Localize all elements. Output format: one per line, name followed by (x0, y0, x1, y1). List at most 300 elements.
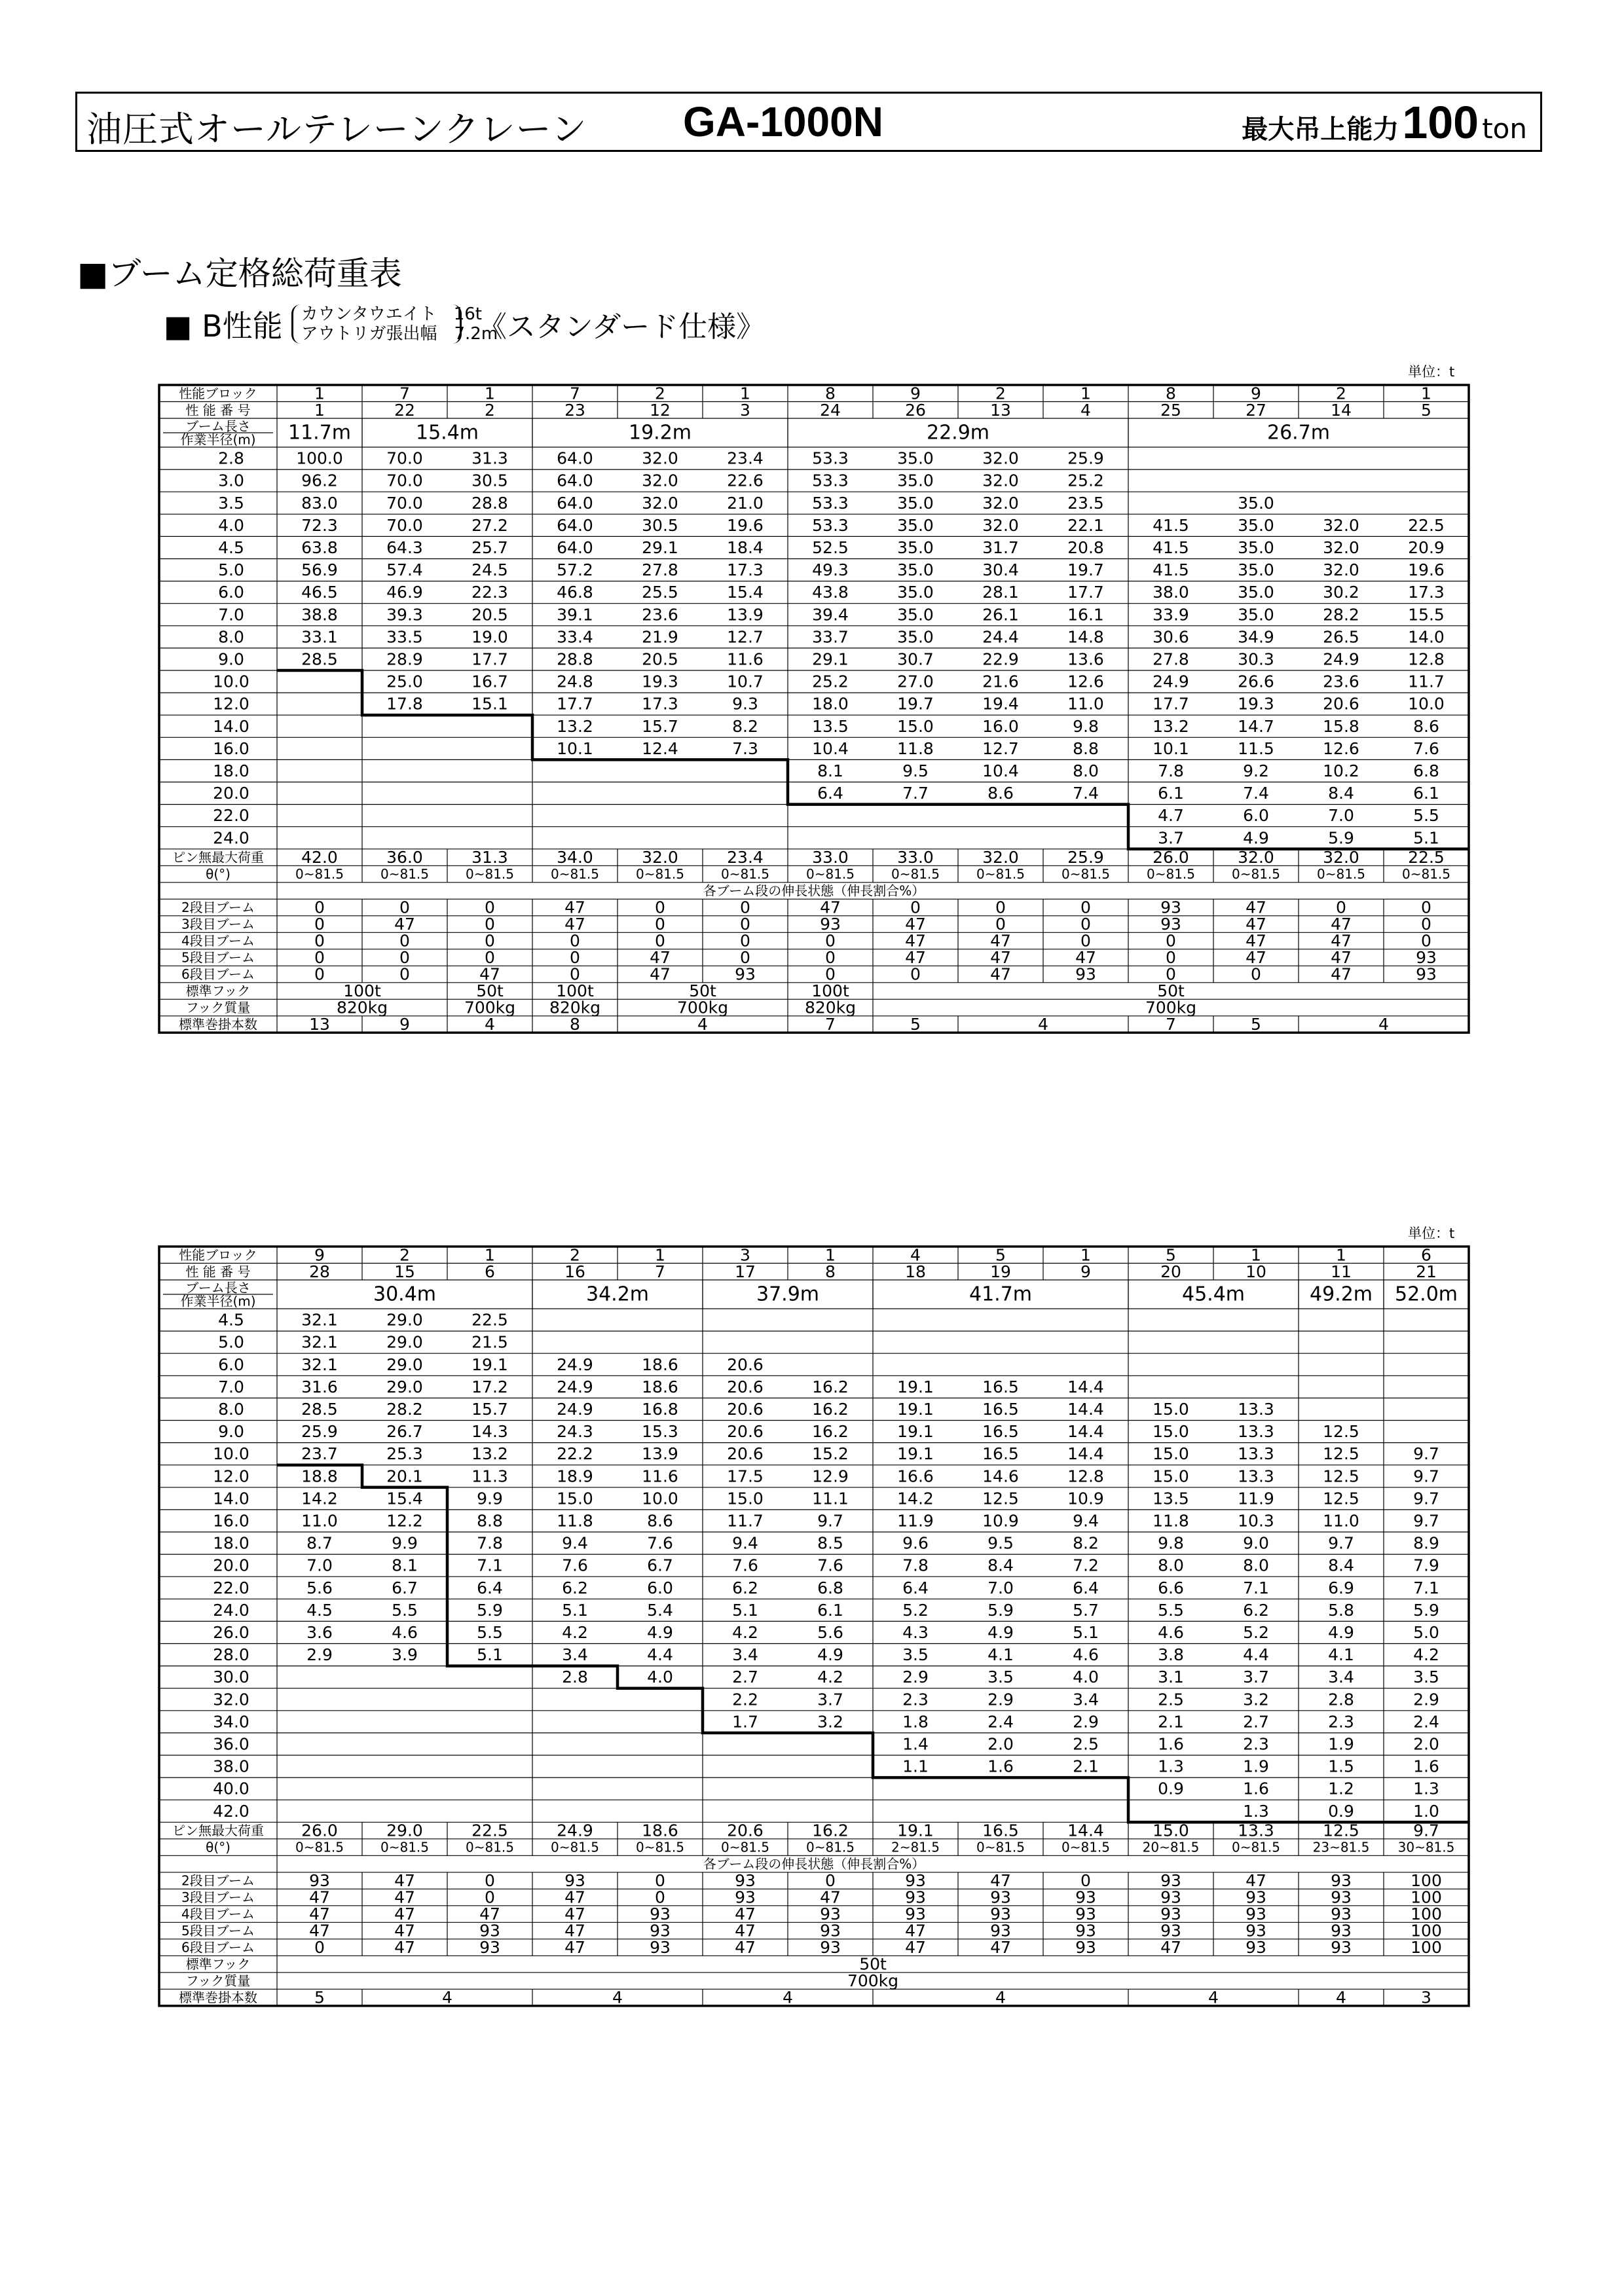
load-value-cell: 14.7 (1238, 716, 1274, 736)
load-value-cell: 25.7 (471, 538, 508, 557)
radius-cell: 28.0 (213, 1645, 249, 1665)
radius-cell: 4.0 (218, 515, 244, 535)
load-value-cell: 24.8 (557, 672, 593, 691)
theta-cell: 0~81.5 (1231, 1839, 1281, 1855)
load-value-cell: 1.1 (902, 1757, 929, 1776)
load-value-cell: 3.5 (902, 1645, 929, 1665)
load-value-cell: 63.8 (301, 538, 338, 557)
load-value-cell: 20.5 (471, 605, 508, 625)
load-value-cell: 16.5 (982, 1422, 1019, 1442)
load-value-cell: 19.1 (897, 1399, 934, 1419)
pin-max-cell: 29.0 (386, 1821, 423, 1840)
load-value-cell: 7.3 (732, 738, 758, 758)
reeving-cell: 5 (910, 1015, 921, 1034)
pin-max-cell: 16.5 (982, 1821, 1019, 1840)
pin-max-cell: 42.0 (301, 848, 338, 867)
stage-extension-cell: 0 (655, 915, 665, 934)
load-value-cell: 22.3 (471, 583, 508, 602)
stage-extension-cell: 93 (1246, 1921, 1266, 1941)
stage-extension-cell: 47 (394, 1904, 415, 1924)
stage-extension-cell: 93 (905, 1904, 926, 1924)
load-value-cell: 4.2 (732, 1622, 758, 1642)
boom-length-cell: 37.9m (756, 1283, 820, 1306)
load-value-cell: 11.0 (1323, 1511, 1359, 1531)
stage-extension-cell: 0 (314, 915, 325, 934)
load-value-cell: 6.4 (477, 1578, 503, 1597)
radius-cell: 24.0 (213, 1600, 249, 1620)
stage-extension-cell: 0 (485, 915, 495, 934)
load-value-cell: 26.1 (982, 605, 1019, 625)
load-value-cell: 2.9 (1073, 1712, 1099, 1732)
load-value-cell: 27.8 (1153, 649, 1189, 669)
boom-length-cell: 11.7m (287, 421, 352, 445)
stage-extension-cell: 47 (905, 1921, 926, 1941)
theta-cell: 0~81.5 (380, 866, 430, 883)
load-value-cell: 24.9 (557, 1399, 593, 1419)
stage-extension-cell: 47 (394, 1871, 415, 1891)
pin-max-cell: 25.9 (1067, 848, 1104, 867)
stage-extension-cell: 93 (1160, 1887, 1181, 1907)
stage-extension-cell: 0 (399, 964, 410, 984)
load-value-cell: 8.0 (1243, 1556, 1269, 1575)
stage-extension-cell: 0 (740, 898, 750, 917)
load-value-cell: 14.8 (1067, 627, 1104, 647)
theta-cell: 23~81.5 (1312, 1839, 1370, 1855)
reeving-cell: 8 (570, 1015, 580, 1034)
load-value-cell: 4.5 (306, 1600, 333, 1620)
load-value-cell: 33.1 (301, 627, 338, 647)
load-value-cell: 19.3 (642, 672, 678, 691)
load-value-cell: 31.3 (471, 448, 508, 468)
load-value-cell: 2.3 (902, 1690, 929, 1709)
load-value-cell: 24.3 (557, 1422, 593, 1442)
load-value-cell: 16.1 (1067, 605, 1104, 625)
load-value-cell: 10.3 (1238, 1511, 1274, 1531)
load-value-cell: 15.7 (471, 1399, 508, 1419)
load-value-cell: 70.0 (386, 471, 423, 490)
load-value-cell: 22.5 (1408, 515, 1445, 535)
number-cell: 1 (314, 400, 325, 420)
stage-extension-cell: 0 (485, 1887, 495, 1907)
pin-max-cell: 20.6 (727, 1821, 764, 1840)
load-value-cell: 6.8 (817, 1578, 843, 1597)
stage-extension-cell: 47 (820, 898, 841, 917)
load-value-cell: 18.9 (557, 1467, 593, 1486)
load-value-cell: 29.0 (386, 1377, 423, 1396)
number-cell: 19 (990, 1262, 1011, 1281)
load-value-cell: 15.0 (557, 1489, 593, 1508)
load-value-cell: 5.9 (477, 1600, 503, 1620)
load-value-cell: 11.3 (471, 1467, 508, 1486)
stage-extension-cell: 47 (990, 1938, 1011, 1958)
stage-extension-cell: 100 (1411, 1887, 1442, 1907)
load-value-cell: 83.0 (301, 493, 338, 513)
block-cell: 4 (910, 1245, 921, 1265)
load-value-cell: 9.8 (1158, 1533, 1184, 1553)
load-value-cell: 7.8 (902, 1556, 929, 1575)
load-value-cell: 64.0 (557, 538, 593, 557)
load-value-cell: 14.0 (1408, 627, 1445, 647)
reeving-cell: 4 (1038, 1015, 1048, 1034)
load-value-cell: 32.0 (642, 493, 678, 513)
number-cell: 21 (1416, 1262, 1437, 1281)
stage-extension-cell: 93 (990, 1921, 1011, 1941)
load-value-cell: 18.0 (812, 694, 849, 714)
load-value-cell: 25.3 (386, 1444, 423, 1464)
hook-cell: 50t (1157, 981, 1185, 1001)
load-value-cell: 2.5 (1073, 1734, 1099, 1754)
load-value-cell: 5.2 (1243, 1622, 1269, 1642)
load-value-cell: 7.2 (1073, 1556, 1099, 1575)
radius-cell: 24.0 (213, 828, 249, 848)
load-value-cell: 4.9 (817, 1645, 843, 1665)
load-value-cell: 33.4 (557, 627, 593, 647)
load-value-cell: 13.2 (557, 716, 593, 736)
stage-extension-cell: 100 (1411, 1871, 1442, 1891)
load-value-cell: 8.6 (647, 1511, 673, 1531)
pin-max-cell: 32.0 (982, 848, 1019, 867)
reeving-cell: 4 (1208, 1988, 1219, 2007)
counterweight-condition: カウンタウエイト 16t (301, 304, 482, 324)
load-value-cell: 7.0 (1328, 806, 1354, 826)
load-value-cell: 17.5 (727, 1467, 764, 1486)
load-chart-grid-2 (159, 1247, 1469, 2009)
load-value-cell: 9.7 (1413, 1489, 1439, 1508)
load-value-cell: 35.0 (1238, 605, 1274, 625)
load-value-cell: 17.3 (642, 694, 678, 714)
load-value-cell: 46.8 (557, 583, 593, 602)
load-value-cell: 4.9 (647, 1622, 673, 1642)
stage-extension-cell: 47 (905, 915, 926, 934)
load-value-cell: 24.9 (557, 1355, 593, 1374)
row-label-radius: 作業半径(m) (180, 1293, 256, 1309)
row-label-stage: 4段目ブーム (181, 1906, 255, 1922)
load-value-cell: 8.6 (1413, 716, 1439, 736)
load-value-cell: 3.2 (817, 1712, 843, 1732)
load-value-cell: 5.2 (902, 1600, 929, 1620)
load-value-cell: 5.0 (1413, 1622, 1439, 1642)
load-value-cell: 4.2 (1413, 1645, 1439, 1665)
number-cell: 6 (485, 1262, 495, 1281)
number-cell: 27 (1246, 400, 1266, 420)
row-label-theta: θ(°) (206, 1839, 231, 1855)
load-value-cell: 7.1 (477, 1556, 503, 1575)
block-cell: 6 (1421, 1245, 1431, 1265)
load-value-cell: 5.5 (1158, 1600, 1184, 1620)
number-cell: 20 (1160, 1262, 1181, 1281)
load-value-cell: 7.9 (1413, 1556, 1439, 1575)
stage-extension-cell: 47 (479, 1904, 500, 1924)
row-label-reeving: 標準巻掛本数 (179, 1016, 257, 1032)
row-label-stage: 5段目ブーム (181, 1923, 255, 1939)
load-value-cell: 15.0 (727, 1489, 764, 1508)
reeving-cell: 5 (1251, 1015, 1261, 1034)
row-label-pin-max: ピン無最大荷重 (172, 1823, 264, 1839)
load-value-cell: 8.0 (1073, 761, 1099, 780)
load-value-cell: 8.7 (306, 1533, 333, 1553)
stage-extension-cell: 0 (570, 964, 580, 984)
number-cell: 18 (905, 1262, 926, 1281)
load-value-cell: 35.0 (1238, 515, 1274, 535)
load-value-cell: 3.5 (987, 1667, 1014, 1687)
unit-label-1: 単位：t (1408, 364, 1455, 380)
radius-cell: 20.0 (213, 784, 249, 803)
load-value-cell: 15.7 (642, 716, 678, 736)
load-value-cell: 1.9 (1328, 1734, 1354, 1754)
stage-extension-cell: 0 (1421, 931, 1431, 951)
stage-extension-cell: 0 (655, 898, 665, 917)
block-cell: 2 (399, 1245, 410, 1265)
load-value-cell: 12.6 (1067, 672, 1104, 691)
load-value-cell: 11.0 (1067, 694, 1104, 714)
load-value-cell: 9.4 (562, 1533, 588, 1553)
load-value-cell: 1.6 (1158, 1734, 1184, 1754)
row-label-radius: 作業半径(m) (180, 431, 256, 448)
load-value-cell: 8.6 (987, 784, 1014, 803)
load-value-cell: 26.5 (1323, 627, 1359, 647)
performance-subtitle (164, 302, 765, 350)
load-value-cell: 32.0 (642, 448, 678, 468)
pin-max-cell: 32.0 (1323, 848, 1359, 867)
load-value-cell: 1.0 (1413, 1801, 1439, 1821)
row-label-hook: 標準フック (185, 983, 251, 999)
pin-max-cell: 15.0 (1153, 1821, 1189, 1840)
theta-cell: 0~81.5 (550, 866, 600, 883)
radius-cell: 12.0 (213, 694, 249, 714)
load-value-cell: 5.5 (477, 1622, 503, 1642)
theta-cell: 0~81.5 (465, 866, 515, 883)
stage-extension-cell: 93 (820, 1938, 841, 1958)
row-label-theta: θ(°) (206, 866, 231, 883)
load-value-cell: 13.5 (1153, 1489, 1189, 1508)
load-value-cell: 14.6 (982, 1467, 1019, 1486)
load-value-cell: 6.8 (1413, 761, 1439, 780)
stage-extension-cell: 93 (820, 1904, 841, 1924)
reeving-cell: 7 (825, 1015, 836, 1034)
row-label-hook: 標準フック (185, 1956, 251, 1973)
load-value-cell: 2.9 (987, 1690, 1014, 1709)
load-value-cell: 100.0 (296, 448, 343, 468)
stage-extension-cell: 0 (910, 898, 921, 917)
radius-cell: 38.0 (213, 1757, 249, 1776)
load-value-cell: 19.7 (897, 694, 934, 714)
load-value-cell: 2.4 (1413, 1712, 1439, 1732)
stage-extension-cell: 47 (564, 1887, 585, 1907)
load-value-cell: 11.0 (301, 1511, 338, 1531)
load-value-cell: 12.8 (1067, 1467, 1104, 1486)
pin-max-cell: 26.0 (301, 1821, 338, 1840)
radius-cell: 7.0 (218, 1377, 244, 1396)
load-value-cell: 1.7 (732, 1712, 758, 1732)
load-value-cell: 2.0 (987, 1734, 1014, 1754)
theta-cell: 0~81.5 (1061, 866, 1111, 883)
load-value-cell: 35.0 (897, 583, 934, 602)
capacity-unit: ton (1482, 113, 1527, 145)
number-cell: 11 (1331, 1262, 1352, 1281)
radius-cell: 5.0 (218, 560, 244, 580)
load-value-cell: 5.1 (732, 1600, 758, 1620)
stage-extension-cell: 93 (650, 1904, 671, 1924)
load-value-cell: 3.6 (306, 1622, 333, 1642)
row-label-stage: 3段目ブーム (181, 916, 255, 932)
theta-cell: 0~81.5 (295, 866, 344, 883)
load-value-cell: 5.9 (1413, 1600, 1439, 1620)
load-value-cell: 24.9 (1323, 649, 1359, 669)
load-value-cell: 8.4 (987, 1556, 1014, 1575)
load-value-cell: 57.4 (386, 560, 423, 580)
load-value-cell: 39.4 (812, 605, 849, 625)
pin-max-cell: 32.0 (1238, 848, 1274, 867)
stage-extension-cell: 93 (1331, 1904, 1352, 1924)
load-value-cell: 1.3 (1158, 1757, 1184, 1776)
load-value-cell: 13.3 (1238, 1422, 1274, 1442)
load-value-cell: 0.9 (1328, 1801, 1354, 1821)
stage-extension-cell: 47 (1075, 948, 1096, 968)
boom-length-cell: 15.4m (415, 421, 479, 445)
radius-cell: 14.0 (213, 1489, 249, 1508)
number-cell: 13 (990, 400, 1011, 420)
load-value-cell: 53.3 (812, 493, 849, 513)
stage-extension-cell: 93 (1331, 1938, 1352, 1958)
stage-extension-cell: 0 (570, 931, 580, 951)
load-value-cell: 23.6 (642, 605, 678, 625)
theta-cell: 20~81.5 (1142, 1839, 1200, 1855)
stage-extension-cell: 47 (564, 898, 585, 917)
stage-extension-cell: 47 (564, 1938, 585, 1958)
stage-extension-cell: 0 (485, 948, 495, 968)
load-value-cell: 16.7 (471, 672, 508, 691)
stage-extension-cell: 0 (485, 898, 495, 917)
radius-cell: 42.0 (213, 1801, 249, 1821)
stage-extension-cell: 0 (1080, 931, 1091, 951)
load-value-cell: 1.2 (1328, 1779, 1354, 1798)
load-value-cell: 12.2 (386, 1511, 423, 1531)
load-value-cell: 72.3 (301, 515, 338, 535)
pin-max-cell: 22.5 (1408, 848, 1445, 867)
stage-extension-cell: 47 (990, 931, 1011, 951)
radius-cell: 10.0 (213, 672, 249, 691)
number-cell: 22 (394, 400, 415, 420)
load-value-cell: 35.0 (897, 515, 934, 535)
load-value-cell: 13.5 (812, 716, 849, 736)
load-value-cell: 3.4 (1328, 1667, 1354, 1687)
load-value-cell: 23.7 (301, 1444, 338, 1464)
load-value-cell: 26.6 (1238, 672, 1274, 691)
load-value-cell: 15.0 (1153, 1399, 1189, 1419)
stage-extension-cell: 0 (1421, 915, 1431, 934)
load-value-cell: 19.1 (471, 1355, 508, 1374)
radius-cell: 6.0 (218, 583, 244, 602)
reeving-cell: 4 (485, 1015, 495, 1034)
row-label-stage: 6段目ブーム (181, 966, 255, 983)
load-chart-grid-1 (159, 385, 1469, 1036)
stage-extension-cell: 0 (570, 948, 580, 968)
load-value-cell: 28.9 (386, 649, 423, 669)
load-value-cell: 64.3 (386, 538, 423, 557)
theta-cell: 2~81.5 (891, 1839, 940, 1855)
load-value-cell: 23.6 (1323, 672, 1359, 691)
load-value-cell: 3.7 (817, 1690, 843, 1709)
radius-cell: 12.0 (213, 1467, 249, 1486)
load-value-cell: 4.9 (1243, 828, 1269, 848)
load-value-cell: 5.9 (987, 1600, 1014, 1620)
stage-extension-cell: 47 (820, 1887, 841, 1907)
load-value-cell: 11.5 (1238, 738, 1274, 758)
block-cell: 8 (1166, 384, 1176, 403)
stage-extension-cell: 47 (905, 931, 926, 951)
stage-extension-cell: 47 (564, 1921, 585, 1941)
stage-extension-cell: 47 (650, 948, 671, 968)
load-value-cell: 28.8 (557, 649, 593, 669)
load-value-cell: 70.0 (386, 515, 423, 535)
stage-extension-cell: 0 (1166, 931, 1176, 951)
load-value-cell: 24.9 (557, 1377, 593, 1396)
load-value-cell: 6.7 (647, 1556, 673, 1575)
boom-length-cell: 41.7m (969, 1283, 1033, 1306)
load-value-cell: 3.2 (1243, 1690, 1269, 1709)
row-label-boom-length: ブーム長さ (185, 418, 251, 434)
stage-extension-cell: 93 (479, 1938, 500, 1958)
stage-extension-cell: 93 (1246, 1938, 1266, 1958)
radius-cell: 14.0 (213, 716, 249, 736)
load-value-cell: 13.2 (471, 1444, 508, 1464)
load-value-cell: 19.1 (897, 1422, 934, 1442)
load-value-cell: 26.7 (386, 1422, 423, 1442)
stage-extension-cell: 93 (1246, 1887, 1266, 1907)
load-value-cell: 15.2 (812, 1444, 849, 1464)
load-value-cell: 64.0 (557, 515, 593, 535)
stage-extension-cell: 47 (1331, 964, 1352, 984)
stage-extension-cell: 93 (1246, 1904, 1266, 1924)
boom-length-cell: 19.2m (628, 421, 692, 445)
load-value-cell: 5.1 (562, 1600, 588, 1620)
load-value-cell: 6.2 (732, 1578, 758, 1597)
stage-extension-cell: 0 (1421, 898, 1431, 917)
load-value-cell: 32.0 (1323, 515, 1359, 535)
block-cell: 9 (1251, 384, 1261, 403)
load-value-cell: 2.9 (306, 1645, 333, 1665)
load-value-cell: 2.9 (902, 1667, 929, 1687)
block-cell: 1 (1421, 384, 1431, 403)
stage-extension-cell: 0 (1336, 898, 1346, 917)
spec-label: 《スタンダード仕様》 (477, 310, 766, 344)
stage-extension-cell: 47 (650, 964, 671, 984)
load-value-cell: 41.5 (1153, 515, 1189, 535)
radius-cell: 18.0 (213, 1533, 249, 1553)
stage-extension-cell: 0 (314, 964, 325, 984)
load-value-cell: 4.6 (392, 1622, 418, 1642)
radius-cell: 10.0 (213, 1444, 249, 1464)
load-value-cell: 35.0 (897, 471, 934, 490)
load-value-cell: 46.5 (301, 583, 338, 602)
stage-extension-cell: 93 (905, 1871, 926, 1891)
load-value-cell: 25.2 (1067, 471, 1104, 490)
block-cell: 2 (655, 384, 665, 403)
load-value-cell: 4.3 (902, 1622, 929, 1642)
load-value-cell: 20.6 (1323, 694, 1359, 714)
load-value-cell: 32.0 (1323, 538, 1359, 557)
number-cell: 7 (655, 1262, 665, 1281)
load-value-cell: 17.7 (1153, 694, 1189, 714)
load-value-cell: 6.0 (1243, 806, 1269, 826)
load-value-cell: 11.7 (1408, 672, 1445, 691)
reeving-cell: 9 (399, 1015, 410, 1034)
stage-extension-cell: 93 (735, 1887, 756, 1907)
load-value-cell: 16.0 (982, 716, 1019, 736)
load-value-cell: 9.3 (732, 694, 758, 714)
load-value-cell: 16.5 (982, 1377, 1019, 1396)
load-value-cell: 8.4 (1328, 784, 1354, 803)
